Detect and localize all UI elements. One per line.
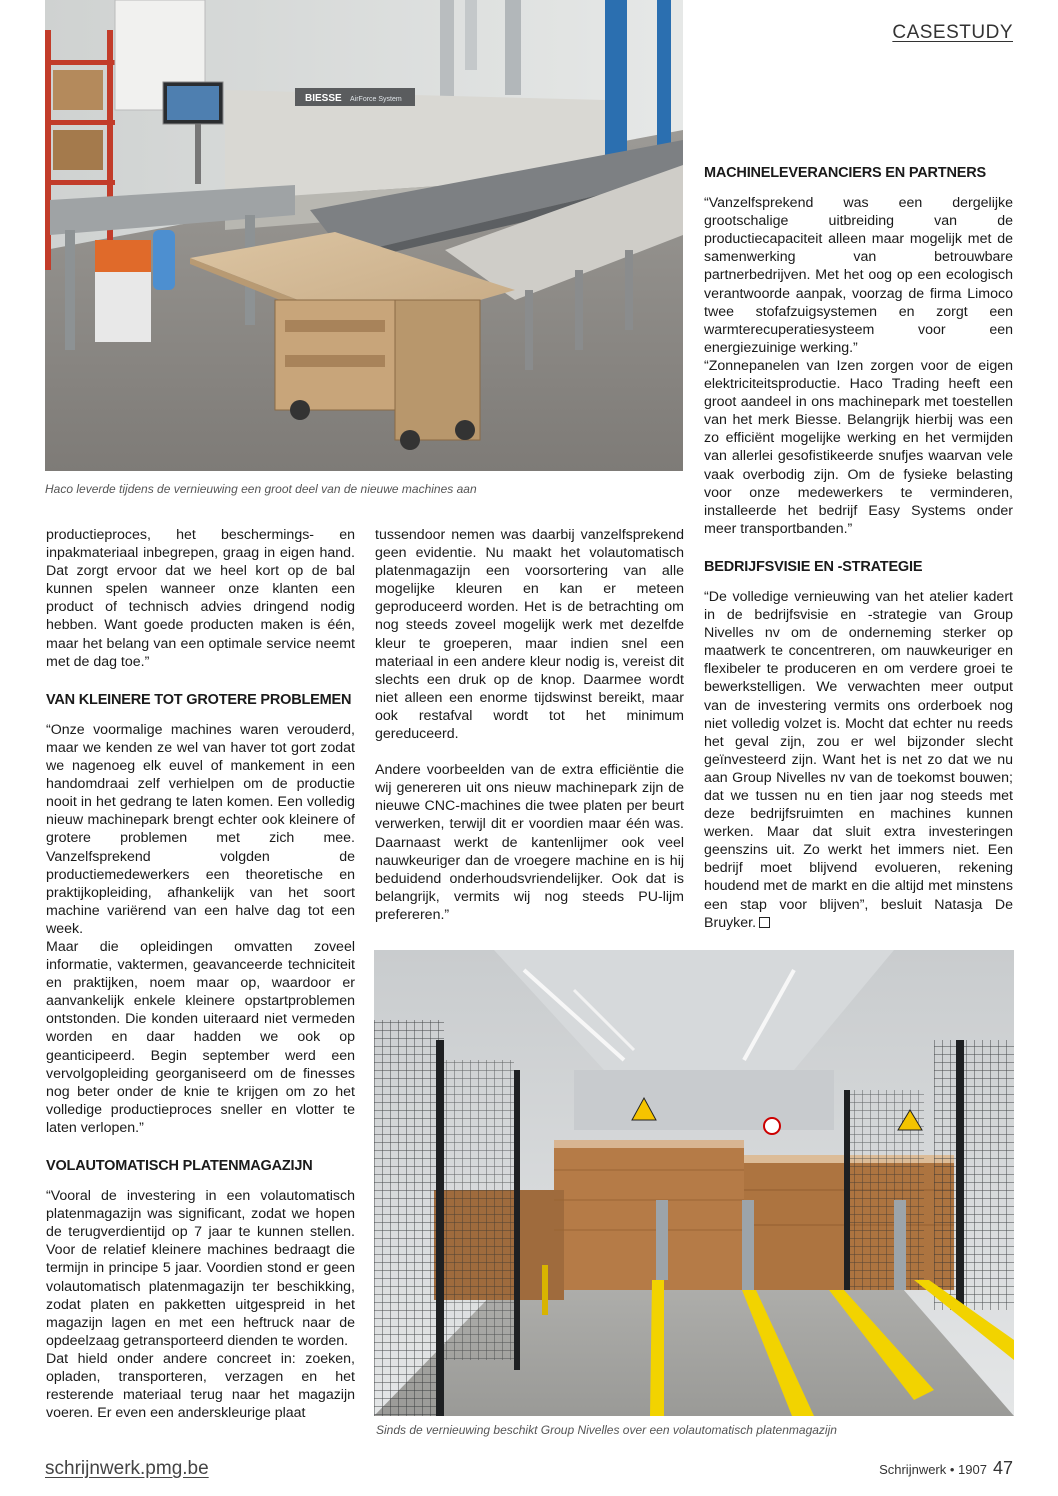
machine-brand: BIESSE [305, 93, 342, 104]
paragraph: Dat hield onder andere concreet in: zoeken, opladen, transporteren, verzagen en het resterende materiaal terug naar het magazijn voeren. Er even een anderskleurige plaat [46, 1350, 355, 1422]
workshop-photo [45, 0, 683, 471]
column-3 [704, 164, 1013, 932]
paragraph: “Zonnepanelen van Izen zorgen voor de eigen elektriciteitsproductie. Haco Trading heeft een groot aandeel in ons machinepark met toestellen van het merk Biesse. Belangrijk hierbij was een zo efficiënt mogelijke werking en het vermijden van allerlei gesofistikeerde snufjes waarvan vele vaak overbodig zijn. Om de fysieke belasting voor onze medewerkers te verminderen, installeerde het bedrijf Easy Systems onder meer transportbanden.” [704, 357, 1013, 537]
footer-url-link[interactable]: schrijnwerk.pmg.be [45, 1458, 209, 1479]
top-photo-caption: Haco leverde tijdens de vernieuwing een groot deel van de nieuwe machines aan [45, 482, 477, 496]
warehouse-photo [374, 950, 1014, 1416]
heading-bedrijfsvisie: BEDRIJFSVISIE EN -STRATEGIE [704, 558, 923, 575]
paragraph: “Vooral de investering in een volautomatisch platenmagazijn was significant, zodat we hopen de terugverdientijd op 7 jaar te kunnen stellen. Voor de relatief kleinere machines bedraagt die termijn in principe 5 jaar. Voordien stond er geen volautomatisch platenmagazijn ter beschikking, zodat platen en pakketten uitgespreid in het magazijn lagen en met een heftruck naar de opdeelzaag getransporteerd dienden te worden. [46, 1188, 355, 1349]
page-number: 47 [992, 1458, 1013, 1478]
bottom-photo-caption: Sinds de vernieuwing beschikt Group Nivelles over een volautomatisch platenmagazijn [376, 1423, 837, 1437]
paragraph: tussendoor nemen was daarbij vanzelfsprekend geen evidentie. Nu maakt het volautomatisch platenmagazijn een voorsortering van alle mogelijke kleuren en kan er meteen geproduceerd worden. Het is de betrachting om nog steeds zoveel mogelijk werk met dezelfde kleur te groeperen, maar indien snel een materiaal in een andere kleur nodig is, vereist dit slechts een druk op de knop. Daarmee wordt niet alleen een enorme tijdswinst bereikt, maar ook restafval wordt tot het minimum gereduceerd. [375, 527, 684, 743]
section-label: CASESTUDY [892, 22, 1013, 43]
column-2 [375, 526, 684, 924]
paragraph: productieproces, het beschermings- en inpakmateriaal inbegrepen, graag in eigen hand. Dat zorgt ervoor dat we heel kort op de bal kunnen spelen wanneer onze klanten een product of technisch advies dringend nodig hebben. Want goede producten maken is één, maar het belang van een optimale service neemt met de dag toe.” [46, 527, 355, 670]
machine-model: AirForce System [350, 96, 402, 103]
paragraph-closing [704, 588, 1013, 932]
paragraph: Andere voorbeelden van de extra efficiëntie die wij genereren uit ons nieuw machinepark zijn de nieuwe CNC-machines die twee platen per beurt verwerken, terwijl dit er voordien maar één was. Daarnaast werkt de kantenlijmer ook veel nauwkeuriger dan de vroegere machine en is hij beduidend onderhoudsvriendelijker. Ook dat is belangrijk, vermits wij nog steeds PU-lijm prefereren.” [375, 762, 684, 923]
paragraph-text: “De volledige vernieuwing van het atelier kadert in de bedrijfsvisie en -strategie van Group Nivelles nv om de onderneming sterker op maatwerk te concentreren, om nauwkeuriger en flexibeler te produceren en om verdere groei te bewerkstelligen. We verwachten meer output van de investering vermits ons orderboek nog niet volledig volzet is. Mocht dat echter nu reeds het geval zijn, zou er wel bijzonder slecht geïnvesteerd zijn. Want het is net zo dat we nu aan Group Nivelles nv van de toekomst bouwen; dat we tussen nu en tien jaar nog steeds met deze bedrijfsruimten en machines kunnen werken. Maar dat sluit extra investeringen geenszins uit. Zo werkt het immers niet. Een bedrijf moet blijvend evolueren, rekening houdend met de markt en die altijd met minstens een stap voor blijven”, besluit Natasja De Bruyker. [704, 588, 1013, 931]
footer-page-info [879, 1458, 1013, 1479]
heading-partners: MACHINELEVERANCIERS EN PARTNERS [704, 165, 986, 181]
heading-platenmagazijn: VOLAUTOMATISCH PLATENMAGAZIJN [46, 1158, 313, 1174]
paragraph: Maar die opleidingen omvatten zoveel informatie, vaktermen, geavanceerde techniciteit en praktijken, noem maar op, waardoor er aanvankelijk enkele kleinere opstartproblemen ontstonden. Die konden uiteraard niet vermeden worden en daar hadden we ook op geanticipeerd. Begin september werd een vervolgopleiding georganiseerd om de finesses nog beter onder de knie te krijgen om zo het volledige productieproces sneller en vlotter te laten verlopen.” [46, 938, 355, 1136]
column-1 [46, 526, 355, 1422]
paragraph: “Vanzelfsprekend was een dergelijke grootschalige uitbreiding van de productiecapaciteit alleen maar mogelijk met de samenwerking van betrouwbare partnerbedrijven. Met het oog op een ecologisch verantwoorde aanpak, voorzag de firma Limoco twee stofafzuigsystemen en zorgt een warmterecuperatiesysteem voor een energiezuinige werking.” [704, 195, 1013, 356]
heading-problemen: VAN KLEINERE TOT GROTERE PROBLEMEN [46, 691, 352, 708]
end-mark-icon [759, 917, 770, 928]
paragraph: “Onze voormalige machines waren verouderd, maar we kenden ze wel van haver tot gort zodat we nagenoeg elk euvel of mankement in een handomdraai zelf verhielpen om de productie nooit in het gedrang te laten komen. Een volledig nieuw machinepark brengt echter ook kleinere of grotere problemen met zich mee. Vanzelfsprekend volgden de productiemedewerkers een theoretische en praktijkopleiding, afhankelijk van het soort machine variërend van een halve dag tot een week. [46, 721, 355, 937]
magazine-issue: Schrijnwerk • 1907 [879, 1462, 987, 1477]
